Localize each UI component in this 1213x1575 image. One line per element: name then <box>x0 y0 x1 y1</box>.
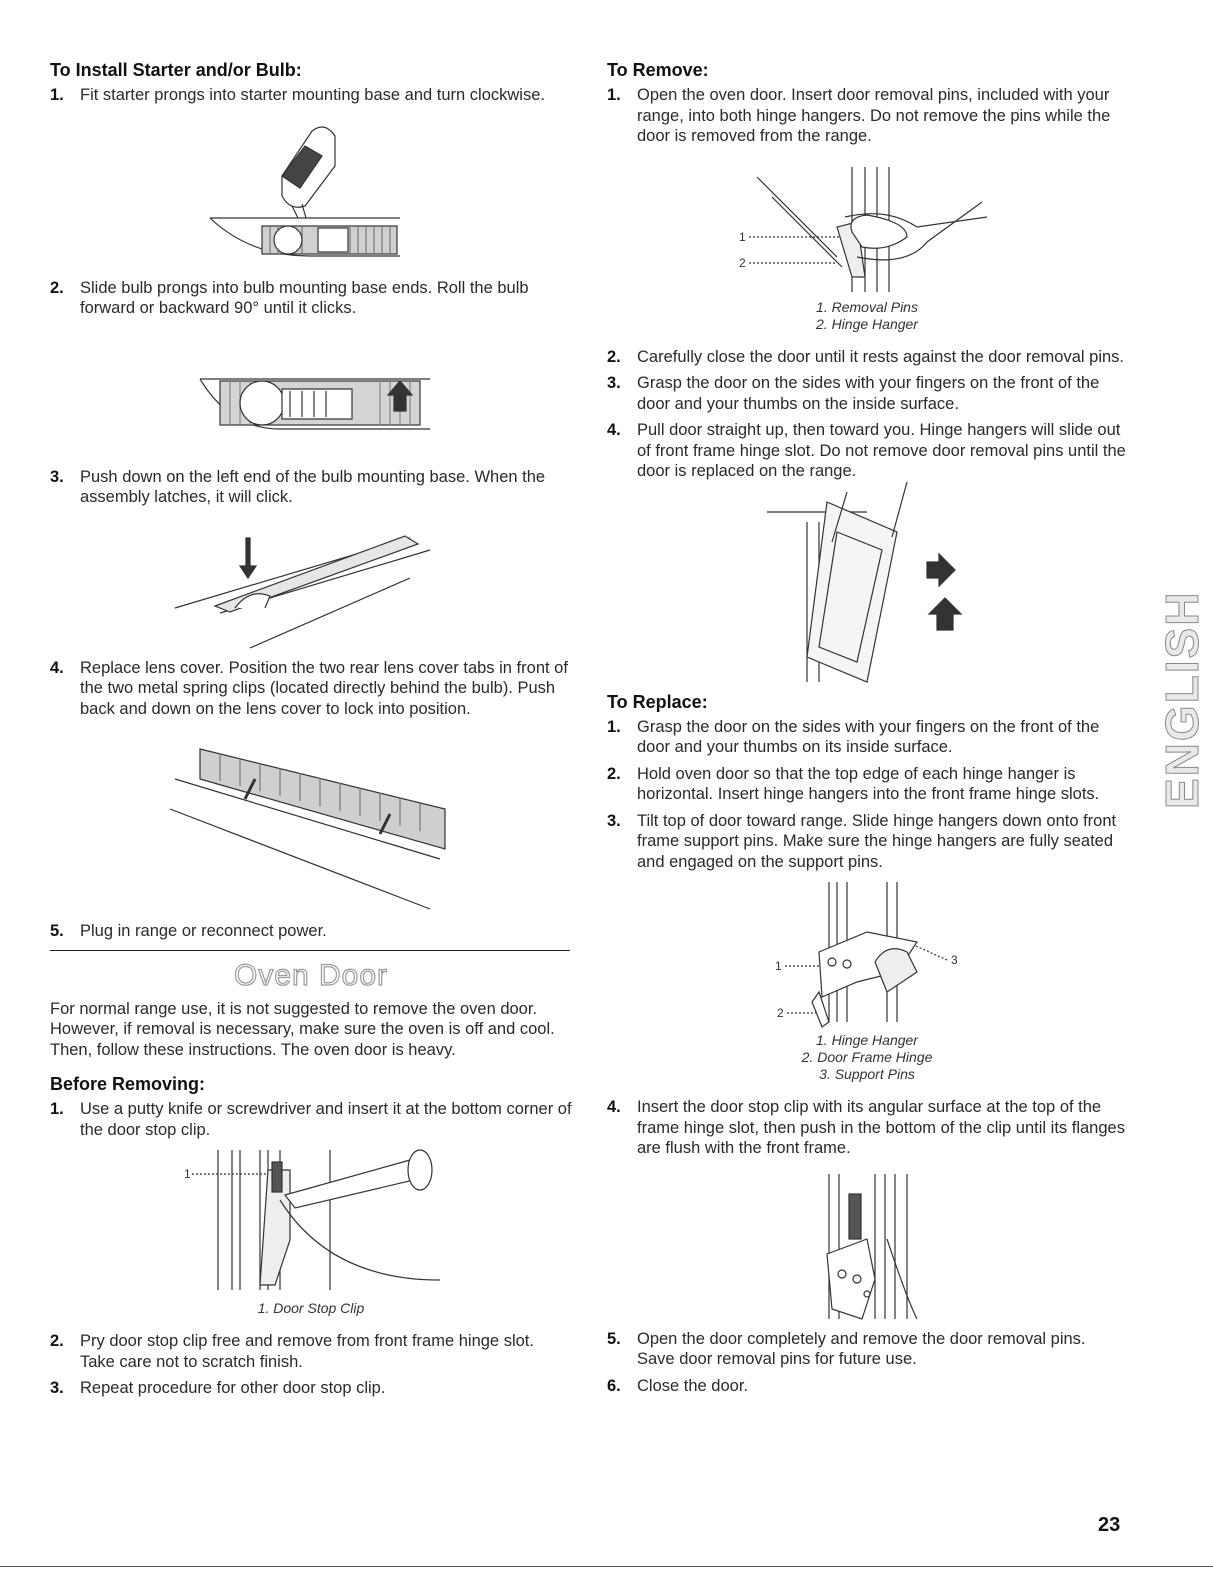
step-number: 3. <box>50 1379 64 1397</box>
door-stop-clip-illustration <box>50 1140 572 1300</box>
remove-step-2 <box>607 347 1127 368</box>
step-text: Hold oven door so that the top edge of each hinge hanger is horizontal. Insert hinge hangers into the front frame hinge slots. <box>637 764 1100 803</box>
step-number: 2. <box>50 1332 64 1350</box>
remove-heading: To Remove: <box>607 60 709 80</box>
callout-1: 1 <box>775 959 782 973</box>
step-number: 3. <box>607 811 621 830</box>
page-number: 23 <box>1098 1514 1121 1536</box>
remove-step-1 <box>607 85 1127 147</box>
language-side-tab: ENGLISH <box>1156 590 1208 810</box>
step-text: Use a putty knife or screwdriver and insert it at the bottom corner of the door stop clip. <box>80 1100 572 1139</box>
step-number: 1. <box>607 86 621 104</box>
step-number: 4. <box>607 1098 621 1116</box>
removal-caption-1: 1. Removal Pins <box>816 298 918 315</box>
callout-2: 2 <box>777 1006 784 1020</box>
bulb-latch-illustration <box>50 508 572 658</box>
replace-step-3 <box>607 811 1127 873</box>
install-step-3 <box>50 467 572 508</box>
step-text: Plug in range or reconnect power. <box>80 922 327 940</box>
step-text: Push down on the left end of the bulb mounting base. When the assembly latches, it will click. <box>80 467 546 506</box>
callout-3: 3 <box>951 953 958 967</box>
step-number: 5. <box>607 1329 621 1348</box>
step-text: Pull door straight up, then toward you. Hinge hangers will slide out of front frame hinge slot. Do not remove door removal pins until the door is replaced on the range. <box>637 421 1126 480</box>
right-column <box>607 60 1127 1396</box>
step-text: Grasp the door on the sides with your fingers on the front of the door and your thumbs on its inside surface. <box>637 717 1100 756</box>
bottom-rule <box>0 1566 1213 1567</box>
callout-1: 1 <box>184 1167 191 1181</box>
replace-step-1 <box>607 717 1127 758</box>
step-number: 6. <box>607 1376 621 1395</box>
lens-cover-illustration <box>50 719 572 921</box>
before-removing-step-2 <box>50 1331 572 1372</box>
step-number: 1. <box>607 717 621 736</box>
before-removing-heading: Before Removing: <box>50 1074 206 1094</box>
hinge-caption-3: 3. Support Pins <box>819 1066 915 1082</box>
step-text: Pry door stop clip free and remove from front frame hinge slot. Take care not to scratch finish. <box>80 1332 534 1371</box>
step-text: Open the door completely and remove the door removal pins. Save door removal pins for future use. <box>637 1329 1086 1368</box>
step-text: Open the oven door. Insert door removal pins, included with your range, into both hinge hangers. Do not remove the pins while the door is removed from the range. <box>637 86 1111 145</box>
hinge-caption-1: 1. Hinge Hanger <box>816 1032 918 1048</box>
step-text: Replace lens cover. Position the two rear lens cover tabs in front of the two metal spring clips (located directly behind the bulb). Push back and down on the lens cover to lock into position. <box>80 658 568 718</box>
step-number: 2. <box>50 278 64 297</box>
door-lift-illustration <box>607 482 1127 692</box>
left-column <box>50 60 572 1399</box>
install-step-4 <box>50 658 572 720</box>
install-step-1 <box>50 85 572 106</box>
step-number: 5. <box>50 922 64 940</box>
oven-door-intro: For normal range use, it is not suggested to remove the oven door. However, if removal is necessary, make sure the oven is off and cool. Then, follow these instructions. The oven door is heavy. <box>50 999 555 1059</box>
replace-step-5 <box>607 1329 1127 1370</box>
starter-install-illustration <box>50 106 572 278</box>
step-number: 2. <box>607 347 621 366</box>
install-heading: To Install Starter and/or Bulb: <box>50 60 302 80</box>
step-number: 3. <box>50 467 64 486</box>
step-number: 2. <box>607 764 621 783</box>
door-stop-clip-insert-illustration <box>607 1159 1127 1329</box>
step-text: Repeat procedure for other door stop clip. <box>80 1379 386 1397</box>
install-step-2 <box>50 278 572 319</box>
step-text: Fit starter prongs into starter mounting base and turn clockwise. <box>80 86 545 104</box>
before-removing-step-3 <box>50 1378 572 1399</box>
callout-2: 2 <box>739 255 746 270</box>
step-text: Insert the door stop clip with its angular surface at the top of the frame hinge slot, then push in the bottom of the clip until its flanges are flush with the front frame. <box>637 1098 1125 1157</box>
oven-door-title: Oven Door <box>233 958 389 992</box>
step-number: 1. <box>50 1100 64 1118</box>
before-removing-step-1 <box>50 1099 572 1140</box>
section-divider <box>50 950 570 951</box>
removal-pins-illustration <box>607 147 1127 299</box>
hinge-caption-2: 2. Door Frame Hinge <box>801 1049 933 1065</box>
step-number: 4. <box>607 421 621 439</box>
replace-step-4 <box>607 1097 1127 1159</box>
removal-caption-2: 2. Hinge Hanger <box>816 315 918 332</box>
step-text: Grasp the door on the sides with your fingers on the front of the door and your thumbs on the inside surface. <box>637 374 1100 413</box>
replace-step-2 <box>607 764 1127 805</box>
door-stop-clip-caption: 1. Door Stop Clip <box>257 1300 365 1316</box>
remove-step-4 <box>607 420 1127 482</box>
step-text: Tilt top of door toward range. Slide hinge hangers down onto front frame support pins. Make sure the hinge hangers are fully seated and engaged on the support pins. <box>637 811 1117 871</box>
replace-heading: To Replace: <box>607 691 708 712</box>
replace-step-6 <box>607 1376 1127 1397</box>
step-text: Slide bulb prongs into bulb mounting base ends. Roll the bulb forward or backward 90° until it clicks. <box>80 278 529 317</box>
step-number: 4. <box>50 658 64 677</box>
remove-step-3 <box>607 373 1127 414</box>
bulb-install-illustration <box>50 319 572 467</box>
step-text: Close the door. <box>637 1376 748 1395</box>
install-step-5 <box>50 921 572 942</box>
step-text: Carefully close the door until it rests against the door removal pins. <box>637 347 1124 366</box>
step-number: 3. <box>607 374 621 392</box>
step-number: 1. <box>50 86 64 104</box>
hinge-hanger-illustration <box>607 872 1127 1032</box>
callout-1: 1 <box>739 229 746 244</box>
